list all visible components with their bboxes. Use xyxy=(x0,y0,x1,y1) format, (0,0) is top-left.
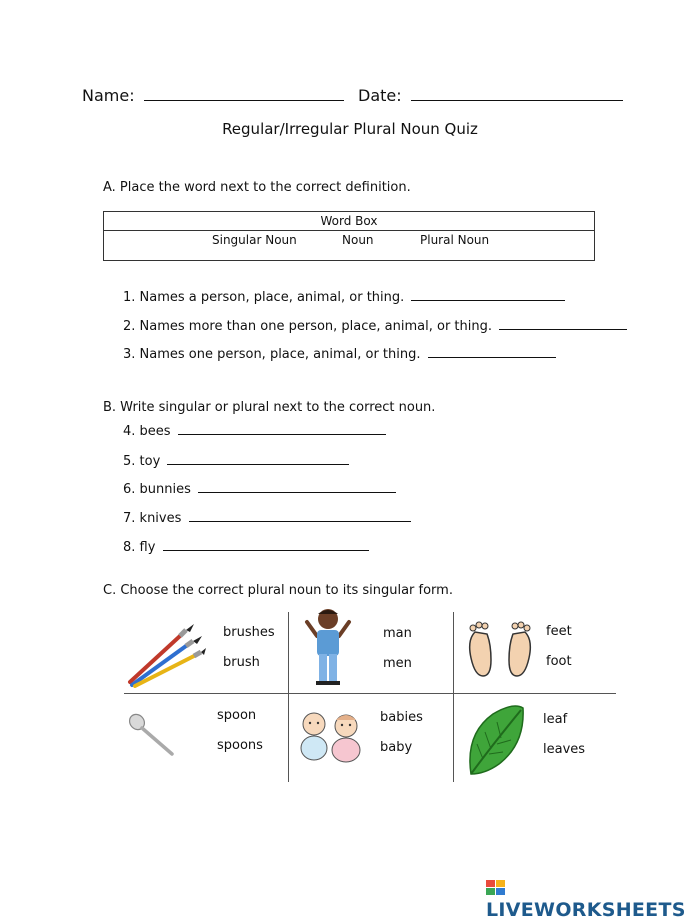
grid-divider xyxy=(124,693,616,694)
answer-blank[interactable] xyxy=(167,450,349,465)
grid-divider xyxy=(288,612,289,782)
word-box-word: Plural Noun xyxy=(420,233,490,247)
grid-divider xyxy=(453,612,454,782)
name-label: Name: xyxy=(82,86,135,105)
definition-text: 3. Names one person, place, animal, or thing. xyxy=(123,347,421,362)
answer-blank[interactable] xyxy=(189,507,411,522)
date-label: Date: xyxy=(358,86,402,105)
section-b-heading: B. Write singular or plural next to the correct noun. xyxy=(103,400,436,415)
answer-blank[interactable] xyxy=(499,315,627,330)
choice-word[interactable]: men xyxy=(383,656,412,671)
spoon-icon xyxy=(128,712,176,762)
word-box-title-row xyxy=(104,212,594,231)
noun-item xyxy=(123,420,386,439)
date-blank[interactable] xyxy=(411,86,623,101)
choice-word[interactable]: brush xyxy=(223,655,260,670)
definition-text: 1. Names a person, place, animal, or thing. xyxy=(123,290,405,305)
choice-word[interactable]: babies xyxy=(380,710,423,725)
choice-word[interactable]: leaf xyxy=(543,712,568,727)
answer-blank[interactable] xyxy=(178,420,386,435)
noun-item xyxy=(123,507,411,526)
answer-blank[interactable] xyxy=(428,343,556,358)
liveworksheets-logo xyxy=(486,877,700,921)
definition-item xyxy=(123,315,627,334)
word-box-title: Word Box xyxy=(320,214,378,228)
word-box-word: Singular Noun xyxy=(212,233,297,247)
choice-word[interactable]: foot xyxy=(546,654,572,669)
logo-icon xyxy=(486,879,506,895)
noun-item xyxy=(123,450,349,469)
choice-word[interactable]: brushes xyxy=(223,625,275,640)
answer-blank[interactable] xyxy=(163,536,369,551)
definition-text: 2. Names more than one person, place, animal, or thing. xyxy=(123,319,492,334)
choice-word[interactable]: spoon xyxy=(217,708,257,723)
noun-text: 6. bunnies xyxy=(123,482,191,497)
choice-word[interactable]: man xyxy=(383,626,412,641)
noun-item xyxy=(123,536,369,555)
section-c-heading: C. Choose the correct plural noun to its singular form. xyxy=(103,583,453,598)
choice-word[interactable]: feet xyxy=(546,624,572,639)
noun-text: 5. toy xyxy=(123,454,161,469)
leaf-icon xyxy=(463,704,525,782)
page-title: Regular/Irregular Plural Noun Quiz xyxy=(222,120,478,138)
choice-word[interactable]: spoons xyxy=(217,738,263,753)
babies-icon xyxy=(294,708,368,770)
name-field xyxy=(82,86,344,105)
noun-item xyxy=(123,478,396,497)
definition-item xyxy=(123,343,556,362)
choice-word[interactable]: baby xyxy=(380,740,413,755)
word-box-word: Noun xyxy=(342,233,374,247)
logo-text: LIVEWORKSHEETS xyxy=(486,899,686,921)
answer-blank[interactable] xyxy=(411,286,565,301)
feet-icon xyxy=(461,620,539,684)
word-box xyxy=(103,211,595,261)
noun-text: 8. fly xyxy=(123,540,156,555)
date-field xyxy=(358,86,623,105)
noun-text: 4. bees xyxy=(123,424,171,439)
section-a-heading: A. Place the word next to the correct definition. xyxy=(103,180,411,195)
definition-item xyxy=(123,286,565,305)
paintbrushes-icon xyxy=(124,622,206,692)
noun-text: 7. knives xyxy=(123,511,182,526)
man-icon xyxy=(303,606,353,690)
name-blank[interactable] xyxy=(144,86,344,101)
answer-blank[interactable] xyxy=(198,478,396,493)
choice-word[interactable]: leaves xyxy=(543,742,586,757)
